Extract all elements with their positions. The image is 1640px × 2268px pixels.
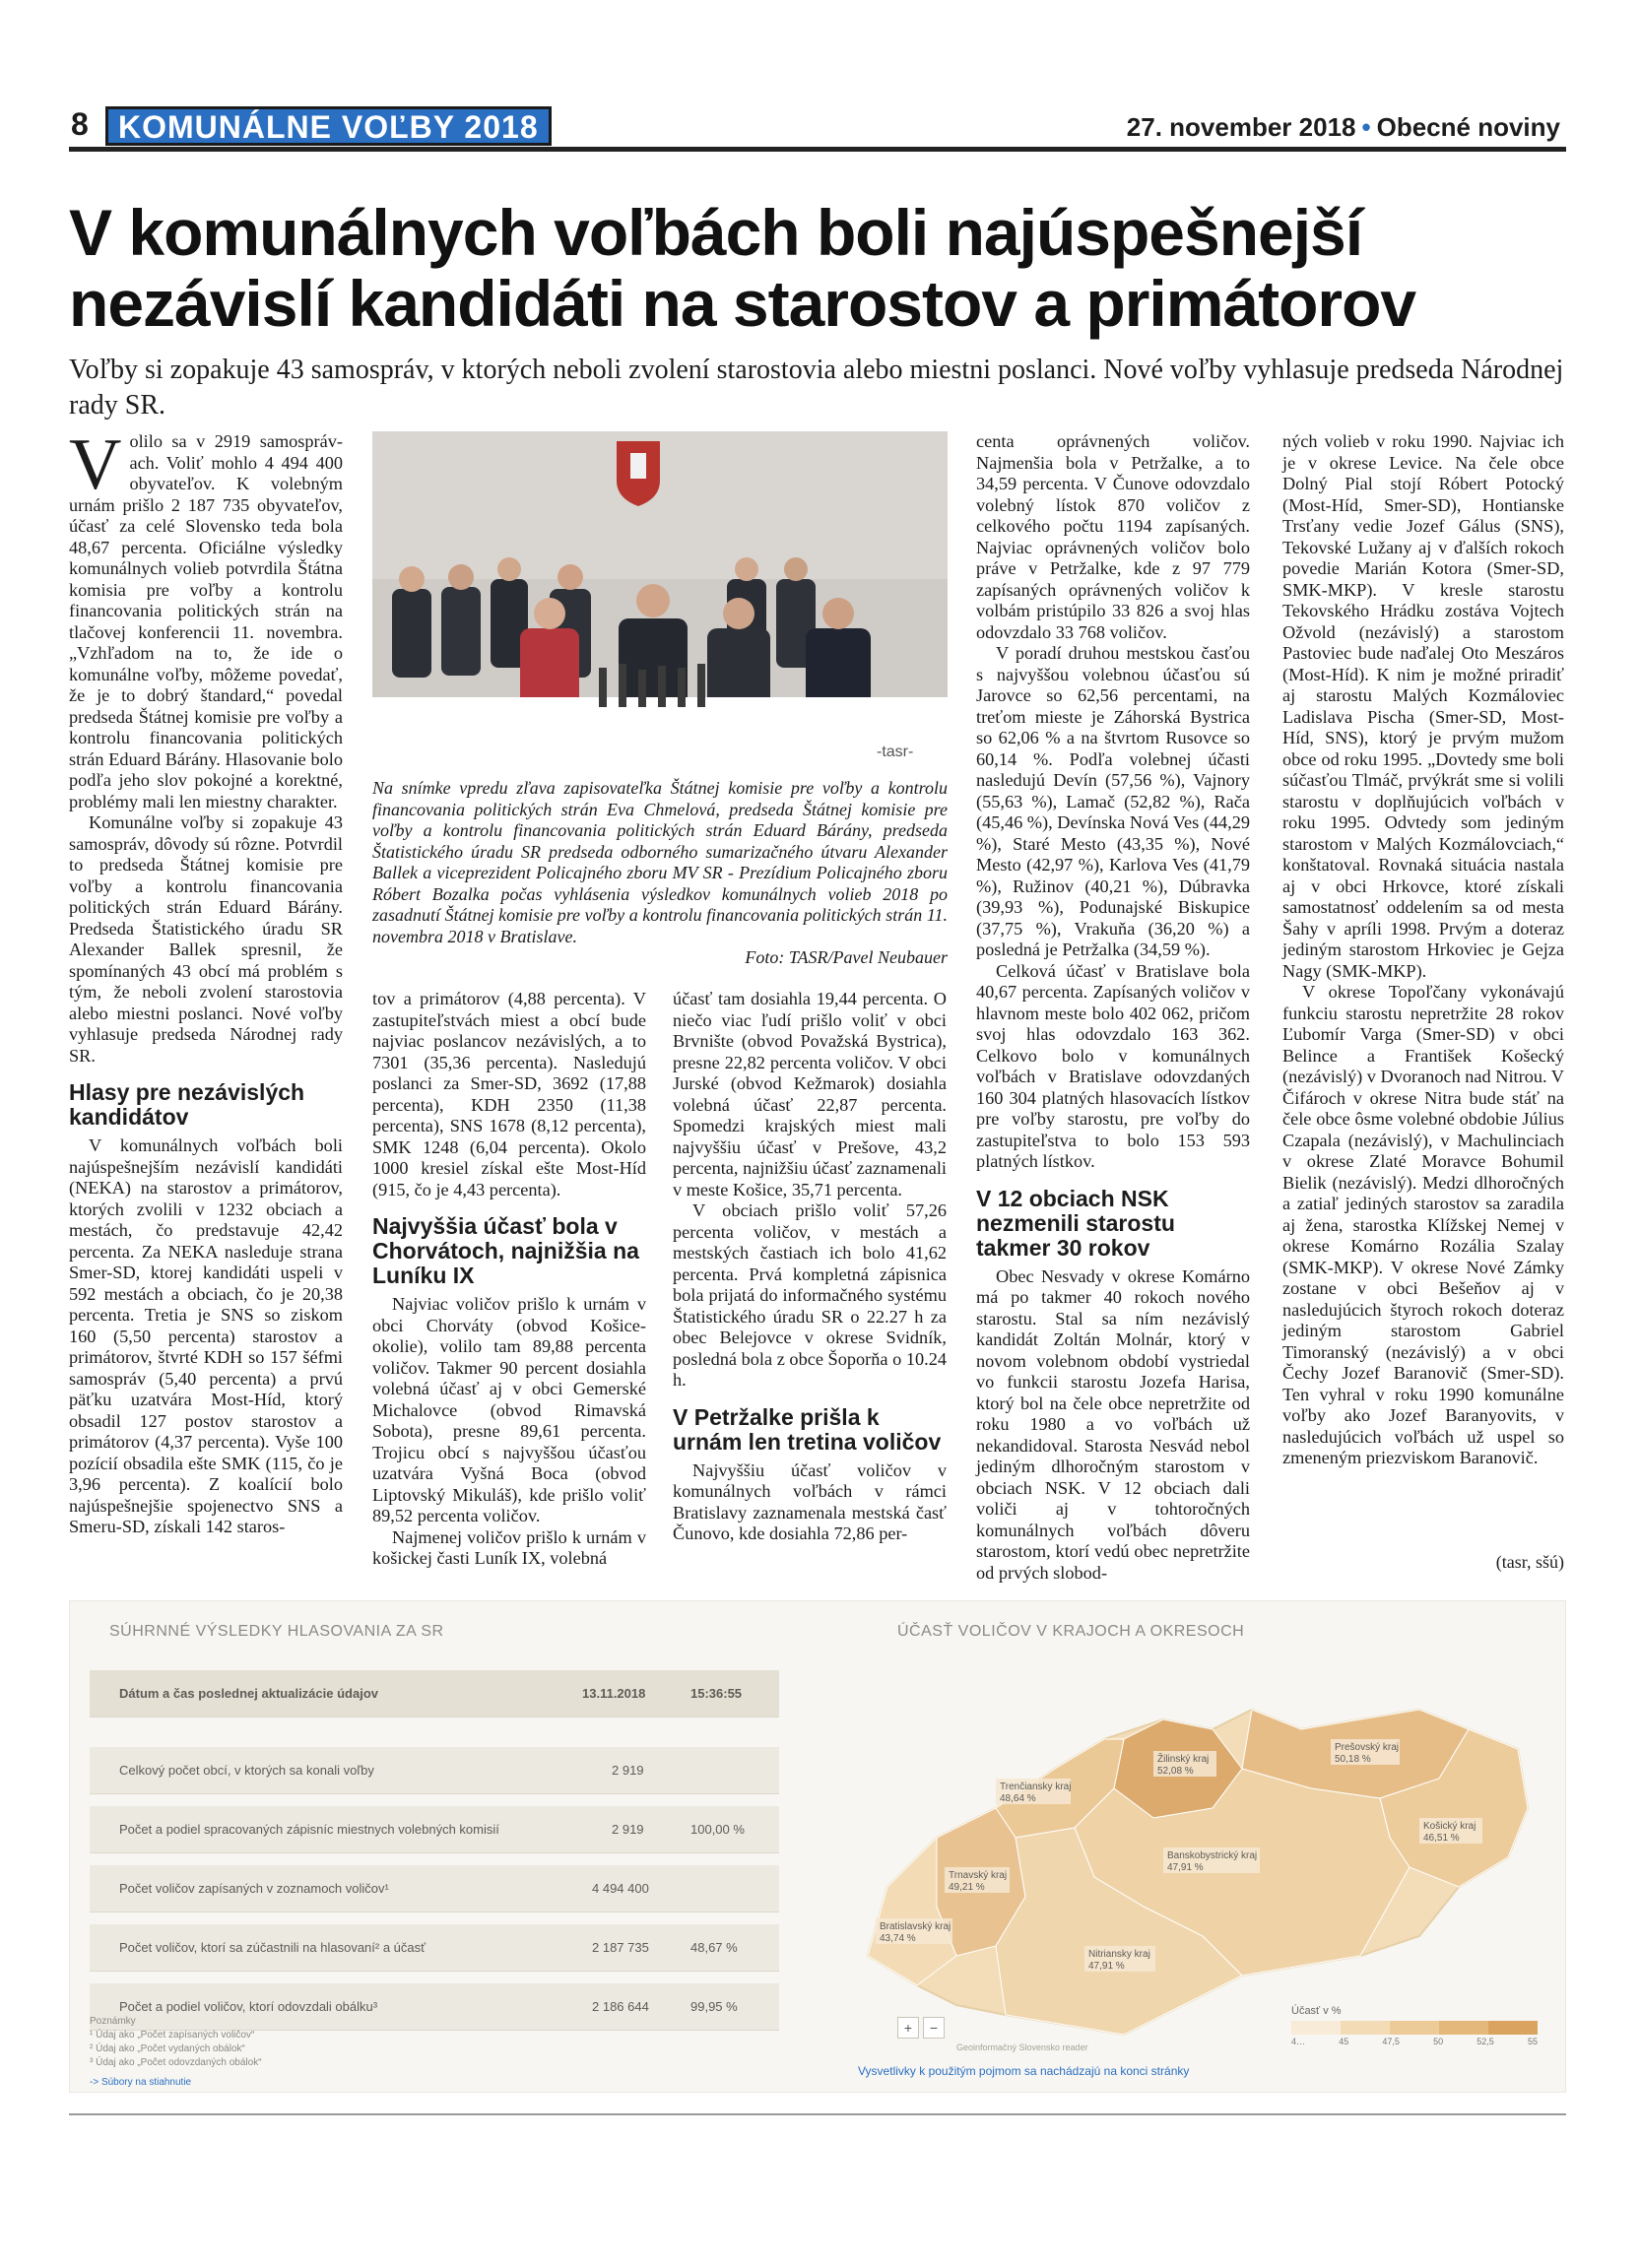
region-label: Žilinský kraj xyxy=(1157,1754,1210,1765)
region-label: Prešovský kraj xyxy=(1335,1742,1400,1753)
legend-tick: 4… xyxy=(1291,2037,1306,2046)
row-value: 2 919 xyxy=(612,1763,644,1778)
article-column-5 xyxy=(1282,431,1564,1469)
table-row xyxy=(90,1865,779,1912)
row-label: Počet a podiel spracovaných zápisníc miestnych volebných komisií xyxy=(119,1822,499,1837)
legend-tick: 52,5 xyxy=(1476,2037,1494,2046)
zoom-out-button[interactable]: − xyxy=(923,2017,945,2039)
page-number: 8 xyxy=(71,106,89,142)
row-value: 2 919 xyxy=(612,1822,644,1837)
bullet-icon: • xyxy=(1361,112,1371,142)
paragraph: V poradí druhou mestskou časťou s najvyššou volebnou účasťou sú Jarovce so 62,56 percentami, na treťom mieste je Záhorská Bystrica so 62,06 % a na štvrtom Rusovce so 60,14 %. Podľa volebnej účasti nasledujú Devín (57,56 %), Vajnory (55,63 %), Lamač (52,82 %), Rača (45,46 %), Devínska Nová Ves (44,29 %), Staré Mesto (43,35 %), Nové Mesto (42,97 %), Karlova Ves (41,79 %), Ružinov (40,21 %), Dúbravka (39,93 %), Podunajské Biskupice (37,75 %), Vrakuňa (36,20 %) a posledná je Petržalka (34,59 %). xyxy=(976,643,1250,959)
paragraph: Celková účasť v Bratislave bola 40,67 percenta. Zapísaných voličov v hlavnom meste bolo 402 062, pričom svoj hlas odovzdalo 163 362. Celkovo bolo v komunálnych voľbách v Bratislave odovzdaných 160 304 platných hlasovacích lístkov pre voľby starostu, pre voľby do zastupiteľstva to bolo 153 593 platných lístkov. xyxy=(976,960,1250,1171)
headline-line-1: V komunálnych voľbách boli najúspešnejší xyxy=(69,196,1363,269)
region-turnout: 50,18 % xyxy=(1335,1754,1371,1765)
paragraph: Najvyššiu účasť voličov v komunálnych voľbách v rámci Bratislavy zaznamenala mestská časť Čunovo, kde dosiahla 72,86 per- xyxy=(673,1459,947,1543)
paragraph: tov a primátorov (4,88 percenta). V zastupiteľstvách miest a obcí bude najviac poslancov nezávislých, a to 7301 (35,36 percenta). Nasledujú poslanci za Smer-SD, 3692 (17,88 percenta), KDH 2350 (11,38 percenta), SNS 1678 (8,12 percenta), SMK 1248 (6,04 percenta). Okolo 1000 kresiel získal ešte Most-Híd (915, čo je 4,43 percenta). xyxy=(372,989,646,1199)
headline xyxy=(69,197,1566,339)
update-date: 13.11.2018 xyxy=(582,1686,646,1701)
legend-tick: 47,5 xyxy=(1382,2037,1400,2046)
region-turnout: 48,64 % xyxy=(1000,1793,1036,1804)
note: ¹ Údaj ako „Počet zapísaných voličov“ xyxy=(90,2030,255,2041)
region-label: Trnavský kraj xyxy=(949,1870,1008,1881)
drop-cap: V xyxy=(69,424,122,505)
paragraph: Obec Nesvady v okrese Komárno má po takmer 40 rokoch nového starostu. Stal sa ním nezávislý kandidát Zoltán Molnár, ktorý v novom volebnom období vystriedal vo funkcii starostu Jozefa Harisa, ktorý bol na čele obce nepretržite od roku 1980 a vo voľbách už nekandidoval. Starosta Nesvád nebol jediným dlhoročným starostom v obciach NSK. V 12 obciach dali voliči aj v tohtoročných komunálnych voľbách dôveru starostom, ktorí vedú obec nepretržite od prvých slobod- xyxy=(976,1265,1250,1583)
row-percent: 99,95 % xyxy=(690,1999,738,2014)
note: ³ Údaj ako „Počet odovzdaných obálok“ xyxy=(90,2057,262,2068)
photo-watermark: -tasr- xyxy=(877,744,914,760)
region-label: Trenčiansky kraj xyxy=(1000,1782,1072,1792)
row-value: 2 187 735 xyxy=(592,1940,649,1955)
row-percent: 100,00 % xyxy=(690,1822,745,1837)
note: ² Údaj ako „Počet vydaných obálok“ xyxy=(90,2043,245,2054)
table-row xyxy=(90,1924,779,1972)
photo-credit: Foto: TASR/Pavel Neubauer xyxy=(745,947,948,967)
zoom-in-button[interactable]: + xyxy=(897,2017,919,2039)
region-turnout: 52,08 % xyxy=(1157,1766,1194,1777)
article-column-4 xyxy=(976,431,1250,1584)
paragraph: V komunálnych voľbách boli najúspešnejším nezávislí kandidáti (NEKA) na starostov a primátorov, ktorých zvolili v 1232 obciach a mestách, čo predstavuje 42,42 percenta. Za NEKA nasleduje strana Smer-SD, ktorej kandidáti uspeli v 592 mestách a obciach, čo je 20,38 percenta. Tretia je SNS so ziskom 160 (5,50 percenta) starostov a primátorov, štvrté KDH so 157 šéfmi samospráv (5,40 percenta) a prvú päťku uzatvára Most-Híd, ktorý obsadil 127 postov starostov a primátorov (4,37 percenta). Vyše 100 pozícií obsadila ešte SMK (115, čo je 3,96 percenta). Z koalícií bolo najúspešnejšie spojenectvo SNS a Smeru-SD, získali 142 staros- xyxy=(69,1135,343,1536)
row-value: 2 186 644 xyxy=(592,1999,649,2014)
row-percent: 48,67 % xyxy=(690,1940,738,1955)
summary-title: SÚHRNNÉ VÝSLEDKY HLASOVANIA ZA SR xyxy=(109,1623,444,1640)
headline-line-2: nezávislí kandidáti na starostov a primátorov xyxy=(69,267,1416,340)
region-turnout: 47,91 % xyxy=(1088,1961,1125,1972)
region-label: Banskobystrický kraj xyxy=(1167,1850,1258,1861)
bottom-rule xyxy=(69,2113,1566,2115)
region-label: Bratislavský kraj xyxy=(880,1921,951,1932)
paragraph: účasť tam dosiahla 19,44 percenta. O niečo viac ľudí prišlo voliť v obci Brvnište (obvod Považská Bystrica), presne 22,82 percenta voličov. V obci Jurské (obvod Kežmarok) dosiahla volebná účasť 22,87 percenta. Spomedzi krajských miest mali najvyššiu účasť v Prešove, 43,2 percenta, najnižšiu účasť zaznamenali v meste Košice, 35,71 percenta. xyxy=(673,989,947,1199)
update-row xyxy=(90,1670,779,1717)
paragraph xyxy=(69,424,343,812)
glossary-link[interactable]: Vysvetlivky k použitým pojmom sa nachádzajú na konci stránky xyxy=(858,2064,1190,2078)
map-legend xyxy=(1291,2005,1538,2046)
paragraph: V okrese Topoľčany vykonávajú funkciu starostu nepretržite 28 rokov Ľubomír Varga (Smer-SD) v obci Belince a František Košecký (nezávislý) v Dvoranoch nad Nitrou. V Čifároch v okrese Nitra bude stáť na čele obce ôsme volebné obdobie Július Czapala (nezávislý), v Machulinciach v okrese Zlaté Moravce Bohumil Bielik (nezávislý). Medzi dlhoročných a zatiaľ jediných starostov sa zaradila aj žena, starostka Klížskej Nemej v okrese Komárno Rozália Szalay (SMK-MKP). V okrese Nové Zámky zostane v obci Bešeňov aj v nasledujúcich štyroch rokoch doteraz jediným starostom Gabriel Timoranský (nezávislý) a v obci Čechy Jozef Baranovič (Smer-SD). Ten vyhral v roku 1990 komunálne voľby ako Jozef Baranyovits, v nasledujúcich voľbách už uspel so zmeneným priezviskom Baranovič. xyxy=(1282,982,1564,1467)
legend-ticks xyxy=(1291,2037,1538,2046)
legend-title: Účasť v % xyxy=(1291,2005,1342,2017)
section-label: KOMUNÁLNE VOĽBY 2018 xyxy=(105,106,552,146)
row-label: Celkový počet obcí, v ktorých sa konali voľby xyxy=(119,1763,374,1778)
paragraph: centa oprávnených voličov. Najmenšia bola v Petržalke, a to 34,59 percenta. V Čunove odovzdalo volebný lístok 870 voličov z celkového počtu 1194 zapísaných. Najviac oprávnených voličov bolo práve v Petržalke, kde z 97 779 zapísaných oprávnených voličov k volbám pristúpilo 33 826 a svoj hlas odovzdalo 33 768 voličov. xyxy=(976,431,1250,642)
issue-date-line xyxy=(1127,112,1560,143)
legend-tick: 55 xyxy=(1527,2037,1538,2046)
map-credit: Geoinformačný Slovensko reader xyxy=(956,2042,1088,2052)
article-column-1 xyxy=(69,424,343,1538)
row-label: Počet voličov zapísaných v zoznamoch voličov¹ xyxy=(119,1881,389,1896)
press-conference-photo xyxy=(372,431,948,766)
photo-caption xyxy=(372,778,948,969)
subheading: Hlasy pre nezávislých kandidátov xyxy=(69,1079,305,1130)
downloads-link[interactable]: -> Súbory na stiahnutie xyxy=(90,2077,192,2088)
subheading: V Petržalke prišla k urnám len tretina voličov xyxy=(673,1403,942,1455)
paragraph: V obciach prišlo voliť 57,26 percenta voličov, v mestách a mestských častiach ich bolo 41,62 percenta. Prvá kompletná zápisnica bola prijatá do informačného systému Štatistického úradu SR o 22.27 h za obec Belejovce v okrese Svidník, posledná bola z obce Šoporňa o 10.24 h. xyxy=(673,1200,947,1390)
row-label: Počet voličov, ktorí sa zúčastnili na hlasovaní² a účasť xyxy=(119,1940,426,1955)
issue-date: 27. november 2018 xyxy=(1126,112,1356,142)
byline: (tasr, sšú) xyxy=(1495,1552,1564,1572)
paragraph: ných volieb v roku 1990. Najviac ich je v okrese Levice. Na čele obce Dolný Pial stojí Róbert Potocký (Most-Híd, Smer-SD), Hontianske Trsťany vedie Jozef Gálus (SNS), Tekovské Lužany aj v ďalších rokoch povedie Marián Kotora (Smer-SD, SMK-MKP). V kresle starostu Tekovského Hrádku zostáva Vojtech Ožvold (nezávislý) a starostom Pastoviec bude naďalej Oto Meszáros (Most-Híd). K nim je možné priradiť aj starostu Malých Kozmáloviec Ladislava Pischa (Smer-SD, Most-Híd, SNS), ktorý je prvým mužom obce od roku 1995. „Dovtedy sme boli súčasťou Tlmáč, prvýkrát sme si volili starostu v doplňujúcich voľbách v roku 1995. Odvtedy som jediným starostom v Malých Kozmálovciach,“ konštatoval. Rovnaká situácia nastala aj v obci Hrkovce, ktoré získali samostatnosť oddelením sa od mesta Šahy v apríli 1998. Prvým a doteraz jediným starostom Hrkoviec je Gejza Nagy (SMK-MKP). xyxy=(1282,431,1564,981)
paragraph: Komunálne voľby si zopakuje 43 samospráv, dôvody sú rôzne. Potvrdil to predseda Štátnej komisie pre voľby a kontrolu financovania politických strán Eduard Bárány. Predseda Štatistického úradu SR Alexander Ballek spresnil, že spomínaných 43 obcí má problém s tým, že neboli zvolení starostovia alebo miestni poslanci. Nové voľby vyhlasuje predseda Národnej rady SR. xyxy=(69,812,343,1066)
page-header xyxy=(69,106,1566,152)
table-row xyxy=(90,1806,779,1853)
table-notes xyxy=(90,2015,262,2090)
legend-color-ramp xyxy=(1291,2021,1538,2035)
legend-tick: 45 xyxy=(1339,2037,1349,2046)
publication-name: Obecné noviny xyxy=(1376,112,1560,142)
notes-title: Poznámky xyxy=(90,2016,136,2027)
region-turnout: 47,91 % xyxy=(1167,1862,1204,1873)
lead-paragraph: Voľby si zopakuje 43 samospráv, v ktorých neboli zvolení starostovia alebo miestni poslanci. Nové voľby vyhlasuje predseda Národnej rady SR. xyxy=(69,355,1564,421)
paragraph: Najmenej voličov prišlo k urnám v košickej časti Luník IX, volebná xyxy=(372,1526,646,1568)
caption-text: Na snímke vpredu zľava zapisovateľka Štátnej komisie pre voľby a kontrolu financovania politických strán Eva Chmelová, predseda Štátnej komisie pre voľby a kontrolu financovania politických strán Eduard Bárány, predseda Štatistického úradu SR predseda odborného sumarizačného útvaru Alexander Ballek a viceprezident Policajného zboru MV SR - Prezídium Policajného zboru Róbert Bozalka počas vyhlásenia výsledkov komunálnych volieb 2018 po zasadnutí Štátnej komisie pre voľby a kontrolu financovania politických strán 11. novembra 2018 v Bratislave. xyxy=(372,778,948,946)
region-turnout: 43,74 % xyxy=(880,1933,916,1944)
paragraph-text: olilo sa v 2919 samosprávach. Voliť mohlo 4 494 400 obyvateľov. K volebným urnám prišlo 2 187 735 obyvateľov, účasť za celé Slovensko teda bola 48,67 percenta. Oficiálne výsledky komunálnych volieb potvrdila Štátna komisia pre voľby a kontrolu financovania politických strán na tlačovej konferencii 11. novembra. „Vzhľadom na to, že ide o komunálne voľby, môžeme povedať, že je to dobrý štandard,“ povedal predseda Štátnej komisie pre voľby a kontrolu financovania politických strán Eduard Bárány. Hlasovanie bolo podľa jeho slov pokojné a korektné, problémy mali len miestny charakter. xyxy=(69,431,343,811)
subheading: V 12 obciach NSK nezmenili starostu takmer 30 rokov xyxy=(976,1185,1175,1261)
photo-illustration xyxy=(372,431,948,766)
row-value: 4 494 400 xyxy=(592,1881,649,1896)
region-turnout: 49,21 % xyxy=(949,1882,985,1893)
table-row xyxy=(90,1747,779,1794)
paragraph: Najviac voličov prišlo k urnám v obci Chorváty (obvod Košice-okolie), volilo tam 89,88 percenta voličov. Takmer 90 percent dosiahla volebná účasť aj v obci Gemerské Michalovce (obvod Rimavská Sobota), presne 89,61 percenta. Trojicu obcí s najvyššou účasťou uzatvára Vyšná Boca (obvod Liptovský Mikuláš), kde prišlo voliť 89,52 percenta voličov. xyxy=(372,1294,646,1525)
article-column-2 xyxy=(372,989,646,1570)
region-turnout: 46,51 % xyxy=(1423,1833,1460,1844)
update-time: 15:36:55 xyxy=(690,1686,743,1701)
results-infographic xyxy=(69,1600,1566,2093)
subheading: Najvyššia účasť bola v Chorvátoch, najnižšia na Luníku IX xyxy=(372,1213,639,1288)
row-label: Počet a podiel voličov, ktorí odovzdali obálku³ xyxy=(119,1999,378,2014)
region-label: Nitriansky kraj xyxy=(1088,1949,1150,1960)
article-column-3 xyxy=(673,989,947,1545)
region-label: Košický kraj xyxy=(1423,1821,1476,1832)
row-label: Dátum a čas poslednej aktualizácie údajov xyxy=(119,1686,378,1701)
map-zoom-controls xyxy=(897,2017,945,2039)
legend-tick: 50 xyxy=(1433,2037,1444,2046)
turnout-map-title: ÚČASŤ VOLIČOV V KRAJOCH A OKRESOCH xyxy=(897,1623,1245,1640)
